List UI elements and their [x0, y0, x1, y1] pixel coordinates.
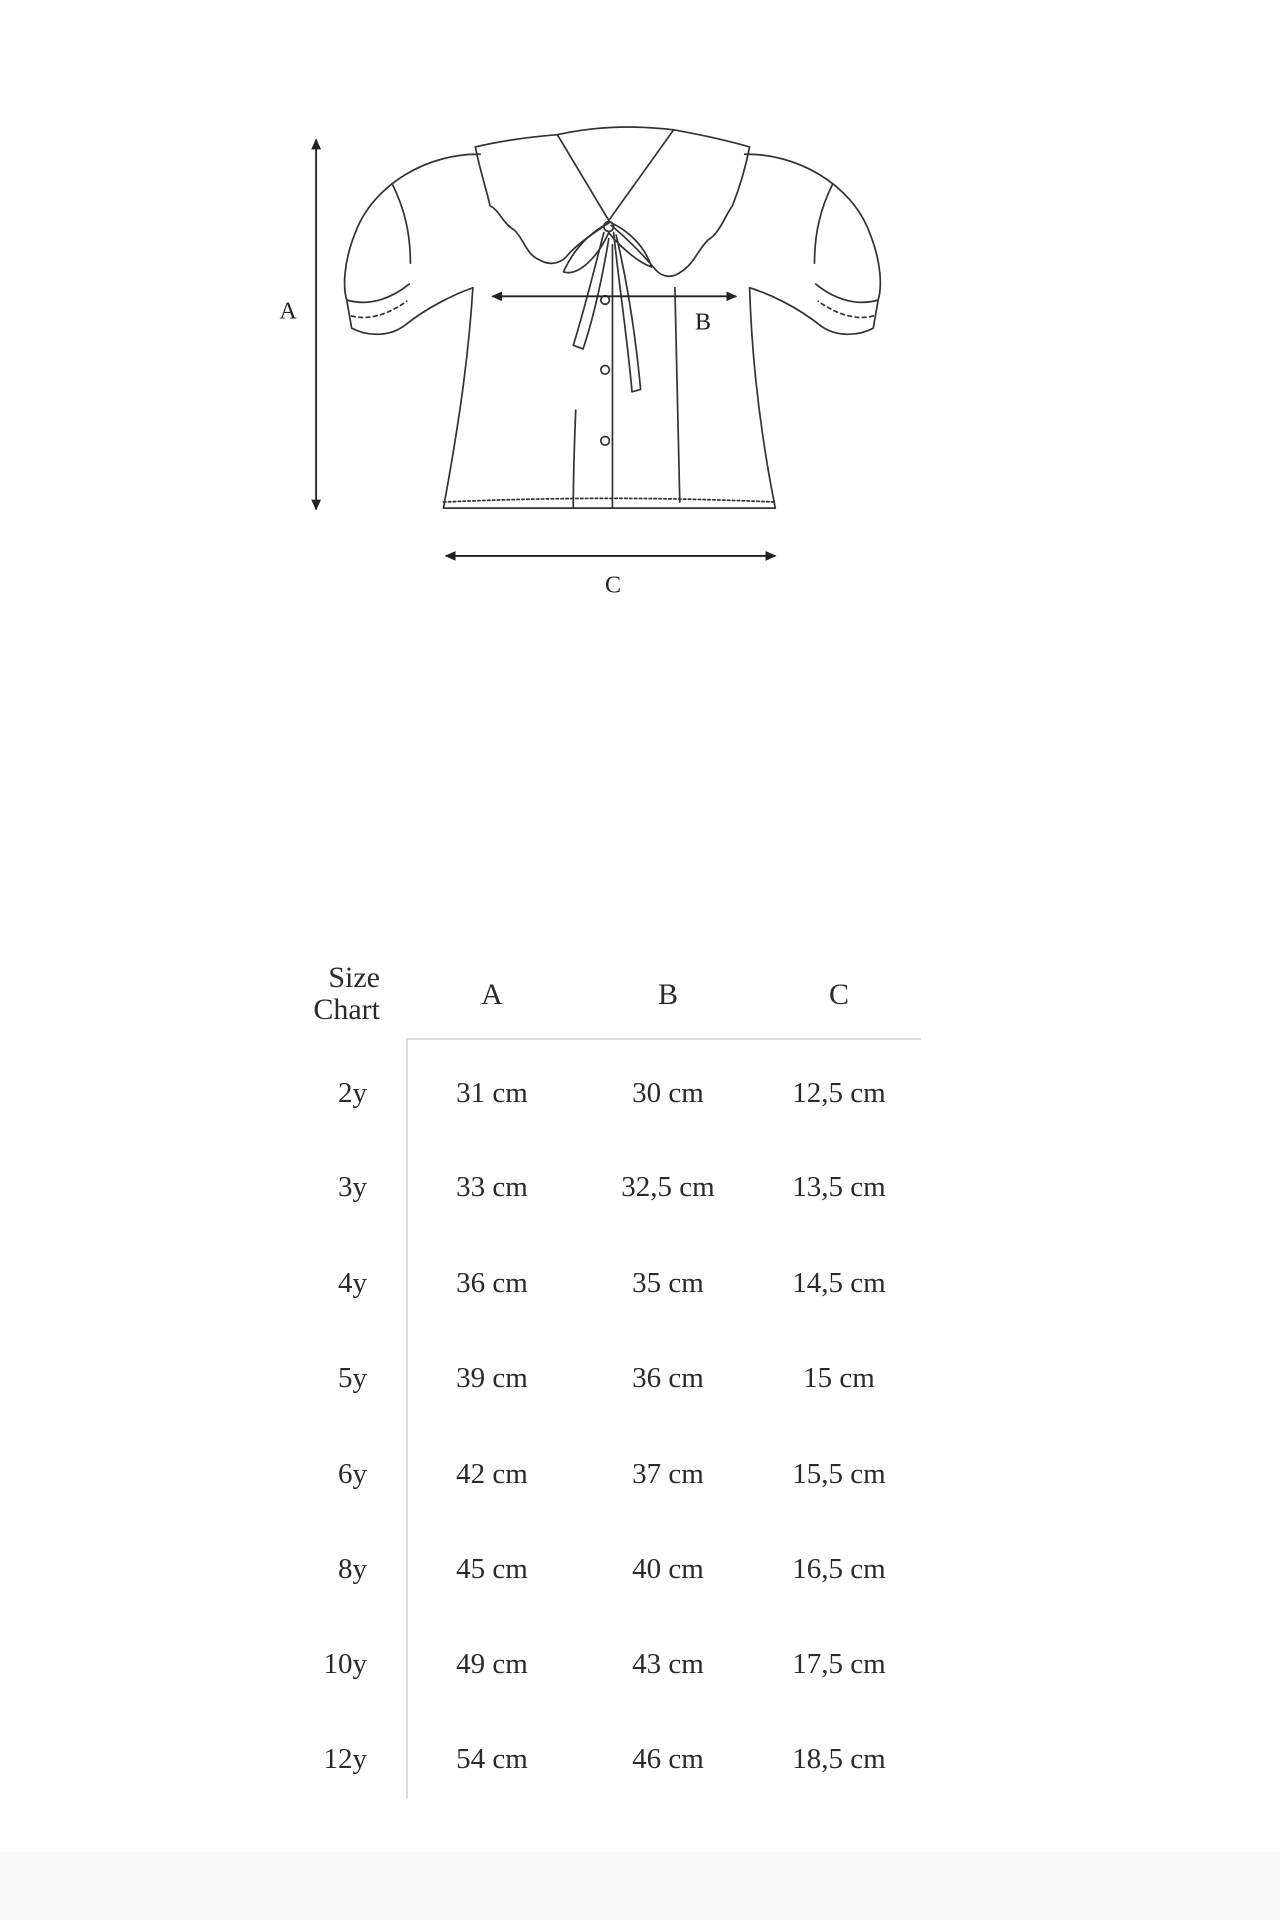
cell-b: 32,5 cm	[621, 1171, 715, 1203]
header-divider	[407, 1038, 921, 1040]
cell-a: 49 cm	[456, 1648, 528, 1680]
right-sleeve	[745, 154, 881, 334]
cell-c: 16,5 cm	[792, 1553, 886, 1585]
size-label: 3y	[338, 1171, 367, 1203]
cell-c: 15,5 cm	[792, 1458, 886, 1490]
blouse-body	[443, 288, 775, 508]
cell-c: 15 cm	[803, 1362, 875, 1394]
column-header-b: B	[657, 978, 679, 1011]
collar-right	[611, 130, 749, 276]
table-row	[0, 1729, 1280, 1789]
cell-b: 30 cm	[632, 1077, 704, 1109]
size-label: 4y	[338, 1267, 367, 1299]
cell-a: 36 cm	[456, 1267, 528, 1299]
table-row	[0, 1253, 1280, 1313]
button	[601, 437, 610, 446]
cell-a: 39 cm	[456, 1362, 528, 1394]
button	[601, 366, 610, 375]
cell-a: 45 cm	[456, 1553, 528, 1585]
cell-a: 33 cm	[456, 1171, 528, 1203]
title-line-1: Size	[328, 961, 380, 994]
cell-b: 37 cm	[632, 1458, 704, 1490]
size-label: 10y	[323, 1648, 367, 1680]
cell-c: 13,5 cm	[792, 1171, 886, 1203]
cell-c: 14,5 cm	[792, 1267, 886, 1299]
cell-c: 18,5 cm	[792, 1743, 886, 1775]
column-header-a: A	[481, 978, 503, 1011]
label-b: B	[694, 309, 712, 336]
size-label: 5y	[338, 1362, 367, 1394]
measurement-arrows	[316, 140, 775, 556]
blouse-illustration	[345, 127, 881, 508]
cell-b: 40 cm	[632, 1553, 704, 1585]
cell-b: 46 cm	[632, 1743, 704, 1775]
label-a: A	[279, 298, 297, 325]
cell-c: 17,5 cm	[792, 1648, 886, 1680]
size-chart-title	[313, 962, 380, 1026]
neckline	[557, 130, 673, 221]
cell-a: 31 cm	[456, 1077, 528, 1109]
cell-b: 43 cm	[632, 1648, 704, 1680]
label-c: C	[604, 572, 622, 599]
table-row	[0, 1157, 1280, 1217]
table-row	[0, 1634, 1280, 1694]
table-row	[0, 1348, 1280, 1408]
collar-left	[475, 135, 608, 264]
title-line-2: Chart	[313, 993, 380, 1026]
cell-c: 12,5 cm	[792, 1077, 886, 1109]
size-label: 12y	[323, 1743, 367, 1775]
size-label: 6y	[338, 1458, 367, 1490]
table-row	[0, 1539, 1280, 1599]
cell-a: 54 cm	[456, 1743, 528, 1775]
table-row	[0, 1444, 1280, 1504]
size-label: 2y	[338, 1077, 367, 1109]
size-label: 8y	[338, 1553, 367, 1585]
cell-a: 42 cm	[456, 1458, 528, 1490]
cell-b: 36 cm	[632, 1362, 704, 1394]
column-header-c: C	[828, 978, 850, 1011]
cell-b: 35 cm	[632, 1267, 704, 1299]
footer-band	[0, 1852, 1280, 1920]
table-row	[0, 1063, 1280, 1123]
left-sleeve	[345, 154, 481, 334]
